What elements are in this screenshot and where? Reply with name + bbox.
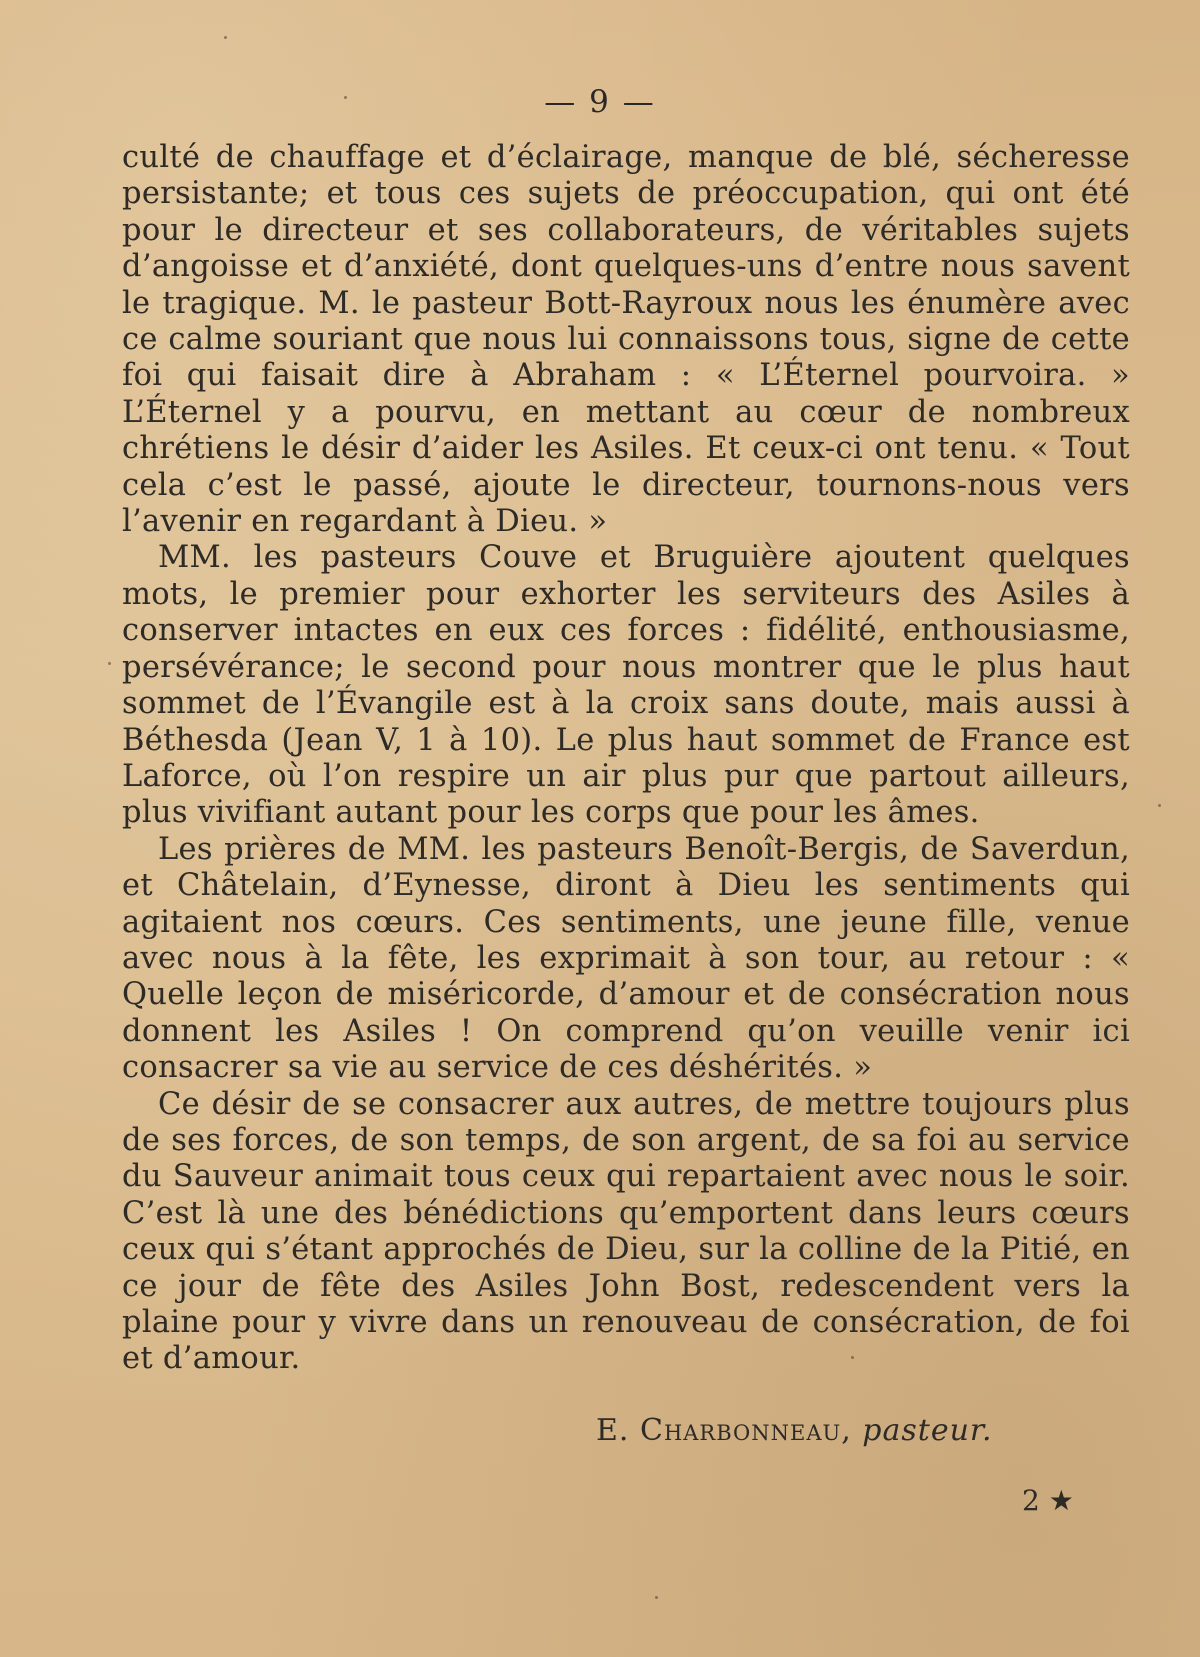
signature-initial: E. [596,1413,630,1448]
paragraph-4: Ce désir de se consacrer aux autres, de mettre toujours plus de ses forces, de son temps, de son argent, de sa foi au service du Sauveur animait tous ceux qui repartaient avec nous le soir. C’est là une des bénédictions qu’emportent dans leurs cœurs ceux qui s’étant approchés de Dieu, sur la colline de la Pitié, en ce jour de fête des Asiles John Bost, redescendent vers la plaine pour y vivre dans un renouveau de consécration, de foi et d’amour. [122,1086,1130,1377]
page-number: — 9 — [544,84,656,120]
signature [596,1413,993,1448]
paper-speck [655,1596,658,1599]
body-text [122,140,1130,1378]
signature-mark: 2 ★ [1022,1484,1074,1517]
paper-speck [344,96,347,99]
paper-speck [851,1356,854,1359]
signature-name: Charbonneau, [639,1413,852,1448]
paragraph-2: MM. les pasteurs Couve et Bruguière ajoutent quelques mots, le premier pour exhorter les serviteurs des Asiles à conserver intactes en eux ces forces : fidélité, enthousiasme, persévérance; le second pour nous montrer que le plus haut sommet de l’Évangile est à la croix sans doute, mais aussi à Béthesda (Jean V, 1 à 10). Le plus haut sommet de France est Laforce, où l’on respire un air plus pur que partout ailleurs, plus vivifiant autant pour les corps que pour les âmes. [122,540,1130,831]
paper-speck [224,36,227,39]
paper-speck [1158,804,1161,807]
signature-title: pasteur. [862,1413,993,1448]
paragraph-3: Les prières de MM. les pasteurs Benoît-Bergis, de Saverdun, et Châtelain, d’Eynesse, diront à Dieu les sentiments qui agitaient nos cœurs. Ces sentiments, une jeune fille, venue avec nous à la fête, les exprimait à son tour, au retour : « Quelle leçon de miséricorde, d’amour et de consécration nous donnent les Asiles ! On comprend qu’on veuille venir ici consacrer sa vie au service de ces déshérités. » [122,831,1130,1086]
paper-speck [108,662,111,665]
paragraph-1: culté de chauffage et d’éclairage, manque de blé, sécheresse persistante; et tous ces sujets de préoccupation, qui ont été pour le directeur et ses collaborateurs, de véritables sujets d’angoisse et d’anxiété, dont quelques-uns d’entre nous savent le tragique. M. le pasteur Bott-Rayroux nous les énumère avec ce calme souriant que nous lui connaissons tous, signe de cette foi qui faisait dire à Abraham : « L’Éternel pourvoira. » L’Éternel y a pourvu, en mettant au cœur de nombreux chrétiens le désir d’aider les Asiles. Et ceux-ci ont tenu. « Tout cela c’est le passé, ajoute le directeur, tournons-nous vers l’avenir en regardant à Dieu. » [122,140,1130,540]
